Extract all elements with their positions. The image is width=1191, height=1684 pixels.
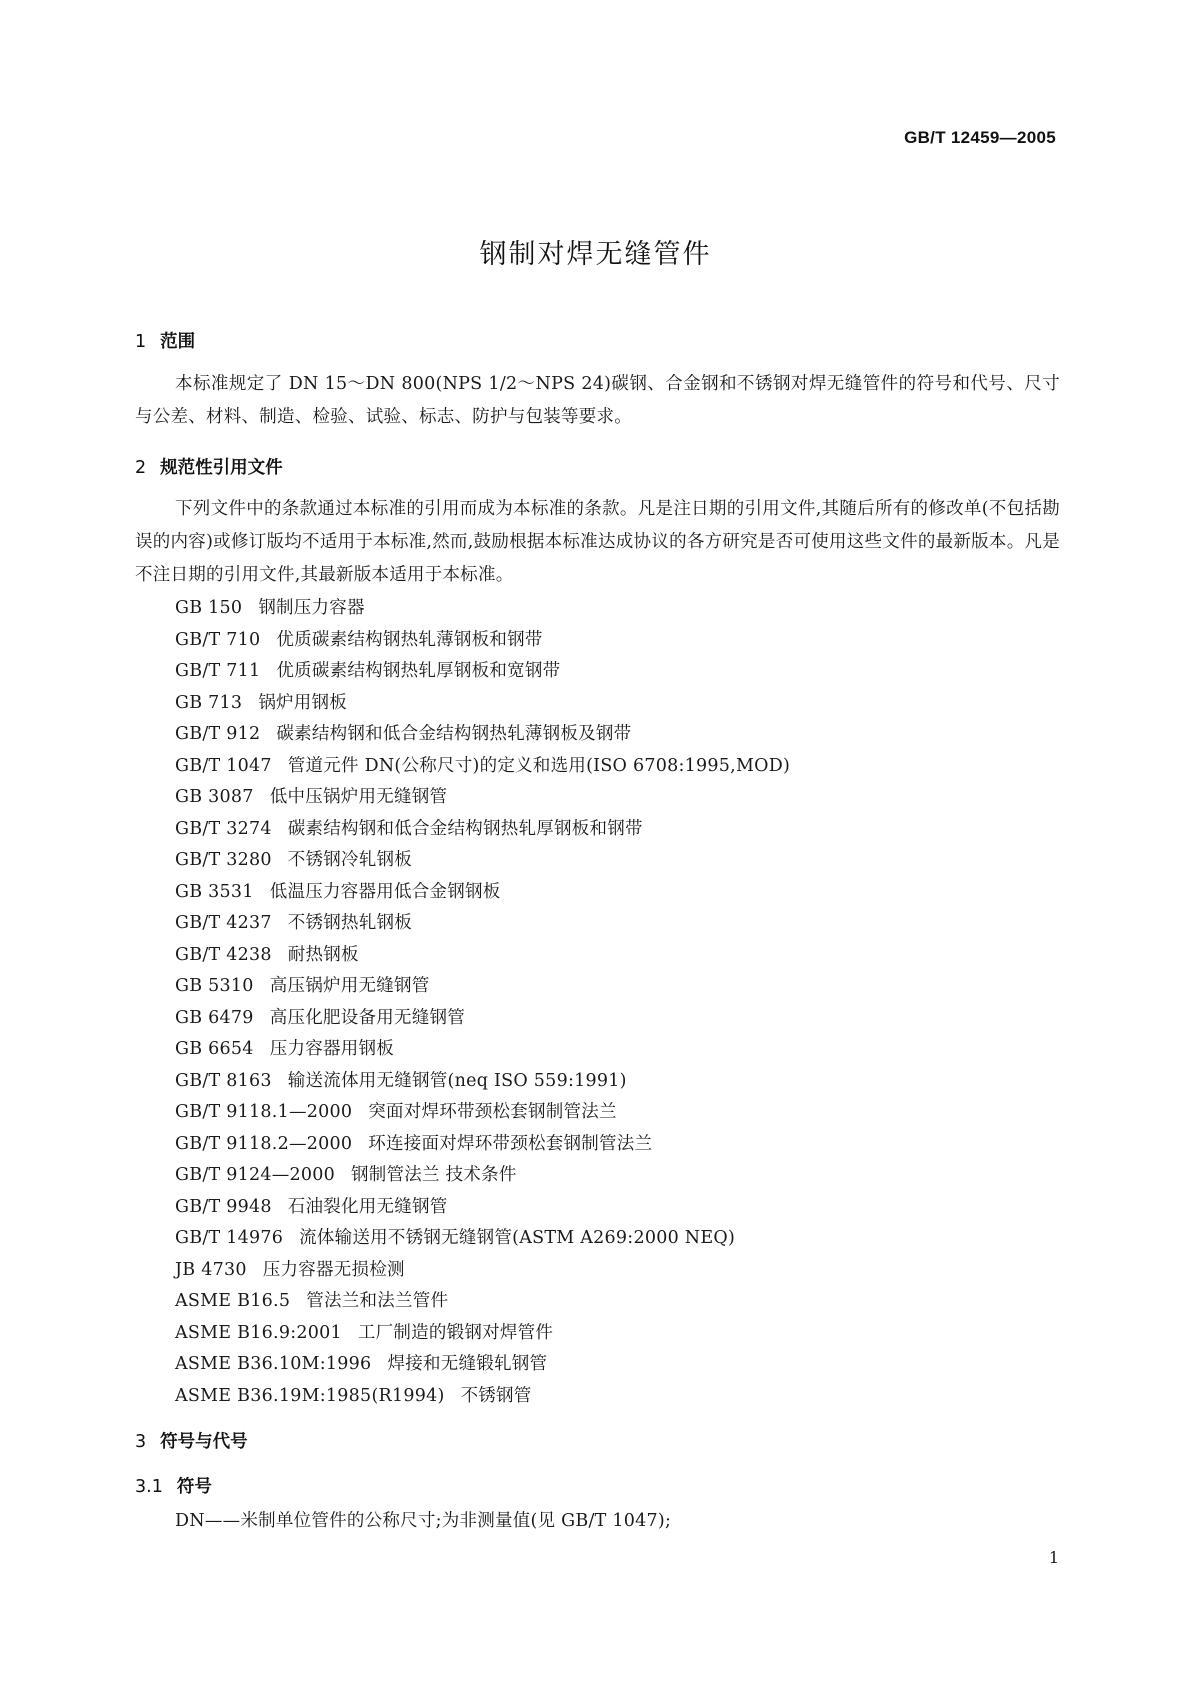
- reference-item: [175, 908, 1060, 940]
- reference-item: [175, 593, 1060, 625]
- reference-item: [175, 1066, 1060, 1098]
- reference-code: GB/T 9118.1—2000: [175, 1102, 353, 1122]
- reference-title: 钢制压力容器: [258, 598, 365, 618]
- reference-title: 高压化肥设备用无缝钢管: [269, 1007, 465, 1028]
- reference-title: 高压锅炉用无缝钢管: [269, 976, 430, 996]
- reference-item: [175, 940, 1060, 972]
- reference-code: GB 6654: [175, 1039, 254, 1059]
- reference-code: GB/T 912: [175, 724, 261, 744]
- reference-title: 环连接面对焊环带颈松套钢制管法兰: [368, 1133, 653, 1154]
- reference-item: [175, 971, 1060, 1003]
- reference-code: GB/T 1047: [175, 755, 272, 776]
- reference-item: [175, 1003, 1060, 1035]
- reference-title: 输送流体用无缝钢管(neq ISO 559:1991): [287, 1070, 627, 1091]
- reference-title: 管法兰和法兰管件: [306, 1291, 449, 1311]
- reference-code: GB/T 9948: [175, 1196, 272, 1217]
- section-1-heading: [135, 328, 1060, 353]
- reference-item: [175, 719, 1060, 751]
- section-title: 符号与代号: [160, 1432, 248, 1452]
- reference-code: GB/T 3274: [175, 818, 272, 839]
- reference-title: 碳素结构钢和低合金结构钢热轧厚钢板和钢带: [287, 818, 643, 839]
- reference-item: [175, 814, 1060, 846]
- reference-item: [175, 625, 1060, 657]
- reference-code: ASME B36.10M:1996: [175, 1354, 372, 1374]
- reference-item: [175, 845, 1060, 877]
- reference-code: GB 6479: [175, 1007, 254, 1028]
- reference-title: 焊接和无缝锻轧钢管: [387, 1354, 548, 1374]
- reference-code: GB/T 710: [175, 629, 261, 650]
- reference-title: 优质碳素结构钢热轧薄钢板和钢带: [276, 629, 543, 650]
- reference-code: GB/T 8163: [175, 1070, 272, 1091]
- reference-code: ASME B16.9:2001: [175, 1322, 342, 1343]
- section-1-paragraph: 本标准规定了 DN 15～DN 800(NPS 1/2～NPS 24)碳钢、合金钢和不锈钢对焊无缝管件的符号和代号、尺寸与公差、材料、制造、检验、试验、标志、防护与包装等要求。: [135, 374, 1060, 427]
- section-number: 2: [135, 458, 147, 478]
- standard-code-header: GB/T 12459—2005: [904, 128, 1056, 147]
- reference-item: [175, 751, 1060, 783]
- reference-title: 压力容器无损检测: [262, 1259, 405, 1280]
- reference-title: 压力容器用钢板: [269, 1039, 394, 1059]
- reference-title: 突面对焊环带颈松套钢制管法兰: [368, 1102, 617, 1122]
- reference-title: 工厂制造的锻钢对焊管件: [357, 1322, 554, 1343]
- reference-title: 低温压力容器用低合金钢钢板: [269, 881, 501, 902]
- reference-title: 优质碳素结构钢热轧厚钢板和宽钢带: [276, 661, 561, 681]
- reference-title: 不锈钢冷轧钢板: [287, 850, 413, 870]
- document-body: [135, 328, 1060, 1536]
- reference-title: 锅炉用钢板: [258, 692, 348, 713]
- reference-item: [175, 688, 1060, 720]
- reference-title: 石油裂化用无缝钢管: [287, 1196, 448, 1217]
- reference-code: GB 713: [175, 692, 243, 713]
- section-3-heading: [135, 1428, 1060, 1453]
- reference-title: 不锈钢管: [460, 1385, 532, 1406]
- reference-code: GB 3087: [175, 787, 254, 807]
- symbol-dn-definition: DN——米制单位管件的公称尺寸;为非测量值(见 GB/T 1047);: [175, 1511, 672, 1531]
- reference-item: [175, 1034, 1060, 1066]
- reference-item: [175, 1192, 1060, 1224]
- reference-title: 流体输送用不锈钢无缝钢管(ASTM A269:2000 NEQ): [299, 1228, 736, 1248]
- reference-code: GB/T 9118.2—2000: [175, 1133, 353, 1154]
- reference-code: GB/T 711: [175, 661, 261, 681]
- reference-code: GB 150: [175, 598, 243, 618]
- reference-item: [175, 1381, 1060, 1413]
- section-title: 范围: [160, 332, 196, 352]
- reference-code: GB/T 14976: [175, 1228, 284, 1248]
- reference-item: [175, 656, 1060, 688]
- reference-title: 低中压锅炉用无缝钢管: [269, 787, 448, 807]
- document-title: 钢制对焊无缝管件: [479, 239, 712, 270]
- reference-item: [175, 782, 1060, 814]
- reference-code: GB/T 3280: [175, 850, 272, 870]
- section-title: 符号: [176, 1477, 212, 1497]
- normative-reference-list: [135, 593, 1060, 1412]
- reference-title: 耐热钢板: [287, 944, 359, 965]
- reference-item: [175, 1223, 1060, 1255]
- reference-code: GB/T 9124—2000: [175, 1165, 336, 1185]
- section-number: 1: [135, 332, 147, 352]
- reference-code: GB/T 4237: [175, 913, 272, 933]
- reference-code: GB/T 4238: [175, 944, 272, 965]
- reference-code: ASME B16.5: [175, 1291, 291, 1311]
- section-title: 规范性引用文件: [160, 458, 283, 478]
- page-number: 1: [1048, 1548, 1059, 1567]
- reference-title: 管道元件 DN(公称尺寸)的定义和选用(ISO 6708:1995,MOD): [287, 755, 791, 776]
- section-number: 3.1: [135, 1477, 163, 1497]
- reference-code: GB 5310: [175, 976, 254, 996]
- reference-title: 不锈钢热轧钢板: [287, 913, 413, 933]
- section-3-1-heading: [135, 1473, 1060, 1498]
- reference-item: [175, 1129, 1060, 1161]
- section-2-heading: [135, 454, 1060, 479]
- reference-item: [175, 877, 1060, 909]
- reference-item: [175, 1160, 1060, 1192]
- section-number: 3: [135, 1432, 147, 1452]
- reference-item: [175, 1097, 1060, 1129]
- reference-item: [175, 1286, 1060, 1318]
- reference-code: JB 4730: [175, 1259, 247, 1280]
- reference-item: [175, 1318, 1060, 1350]
- section-2-paragraph: 下列文件中的条款通过本标准的引用而成为本标准的条款。凡是注日期的引用文件,其随后所有的修改单(不包括勘误的内容)或修订版均不适用于本标准,然而,鼓励根据本标准达成协议的各方研究是否可使用这些文件的最新版本。凡是不注日期的引用文件,其最新版本适用于本标准。: [135, 499, 1060, 585]
- reference-title: 碳素结构钢和低合金结构钢热轧薄钢板及钢带: [276, 724, 632, 744]
- reference-item: [175, 1349, 1060, 1381]
- reference-code: ASME B36.19M:1985(R1994): [175, 1385, 445, 1406]
- reference-item: [175, 1255, 1060, 1287]
- reference-code: GB 3531: [175, 881, 254, 902]
- reference-title: 钢制管法兰 技术条件: [351, 1165, 517, 1185]
